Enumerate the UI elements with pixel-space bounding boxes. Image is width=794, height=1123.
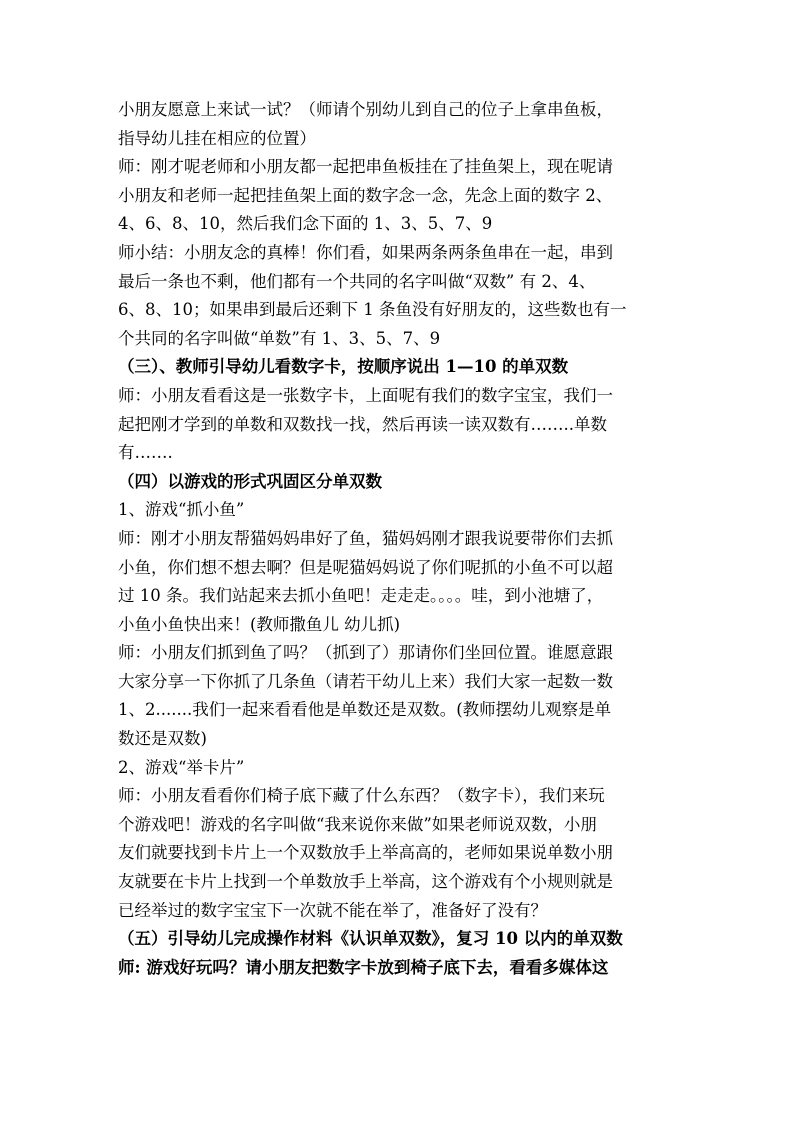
paragraph-line: 师：小朋友看看你们椅子底下藏了什么东西？（数字卡），我们来玩 xyxy=(118,786,605,806)
section-heading: （三）、教师引导幼儿看数字卡，按顺序说出 1—10 的单双数 xyxy=(118,357,569,377)
paragraph-line: 师：刚才小朋友帮猫妈妈串好了鱼，猫妈妈刚才跟我说要带你们去抓 xyxy=(118,528,613,548)
paragraph-line: 起把刚才学到的单数和双数找一找，然后再读一读双数有……..单数 xyxy=(118,414,607,434)
paragraph-line: 已经举过的数字宝宝下一次就不能在举了，准备好了没有？ xyxy=(118,900,547,920)
paragraph-line: 个游戏吧！游戏的名字叫做“我来说你来做”如果老师说双数，小朋 xyxy=(118,814,597,834)
paragraph-line: 最后一条也不剩，他们都有一个共同的名字叫做“双数” 有 2、4、 xyxy=(118,271,596,291)
paragraph-line: 大家分享一下你抓了几条鱼（请若干幼儿上来）我们大家一起数一数 xyxy=(118,671,613,691)
paragraph-line: 1、游戏“抓小鱼” xyxy=(118,500,245,520)
paragraph-line: 师：小朋友看看这是一张数字卡，上面呢有我们的数字宝宝，我们一 xyxy=(118,385,613,405)
section-heading: （四）以游戏的形式巩固区分单双数 xyxy=(118,471,382,491)
section-heading: （五）引导幼儿完成操作材料《认识单双数》，复习 10 以内的单双数 xyxy=(118,929,623,949)
paragraph-line: 数还是双数) xyxy=(118,729,207,749)
paragraph-line: 过 10 条。我们站起来去抓小鱼吧！走走走。。。。哇，到小池塘了， xyxy=(118,586,604,606)
paragraph-line: 个共同的名字叫做“单数”有 1、3、5、7、9 xyxy=(118,328,441,348)
paragraph-line: 小朋友和老师一起把挂鱼架上面的数字念一念，先念上面的数字 2、 xyxy=(118,185,613,205)
paragraph-line: 有……. xyxy=(118,443,173,463)
paragraph-line: 师小结：小朋友念的真棒！你们看，如果两条两条鱼串在一起，串到 xyxy=(118,242,613,262)
paragraph-line: 小朋友愿意上来试一试？（师请个别幼儿到自己的位子上拿串鱼板， xyxy=(118,100,613,119)
paragraph-line: 友们就要找到卡片上一个双数放手上举高高的，老师如果说单数小朋 xyxy=(118,843,613,863)
paragraph-line: 师：刚才呢老师和小朋友都一起把串鱼板挂在了挂鱼架上，现在呢请 xyxy=(118,157,613,177)
paragraph-line: 友就要在卡片上找到一个单数放手上举高，这个游戏有个小规则就是 xyxy=(118,872,613,892)
paragraph-line: 师：小朋友们抓到鱼了吗？（抓到了）那请你们坐回位置。谁愿意跟 xyxy=(118,643,613,663)
paragraph-line: 6、8、10；如果串到最后还剩下 1 条鱼没有好朋友的，这些数也有一 xyxy=(118,300,627,320)
section-heading: 师: 游戏好玩吗？请小朋友把数字卡放到椅子底下去，看看多媒体这 xyxy=(118,957,609,977)
paragraph-line: 4、6、8、10，然后我们念下面的 1、3、5、7、9 xyxy=(118,214,493,234)
paragraph-line: 1、2.......我们一起来看看他是单数还是双数。(教师摆幼儿观察是单 xyxy=(118,700,612,720)
paragraph-line: 指导幼儿挂在相应的位置） xyxy=(118,128,316,148)
paragraph-line: 小鱼，你们想不想去啊？但是呢猫妈妈说了你们呢抓的小鱼不可以超 xyxy=(118,557,613,577)
paragraph-line: 2、游戏“举卡片” xyxy=(118,757,245,777)
paragraph-line: 小鱼小鱼快出来！(教师撒鱼儿 幼儿抓) xyxy=(118,614,401,634)
